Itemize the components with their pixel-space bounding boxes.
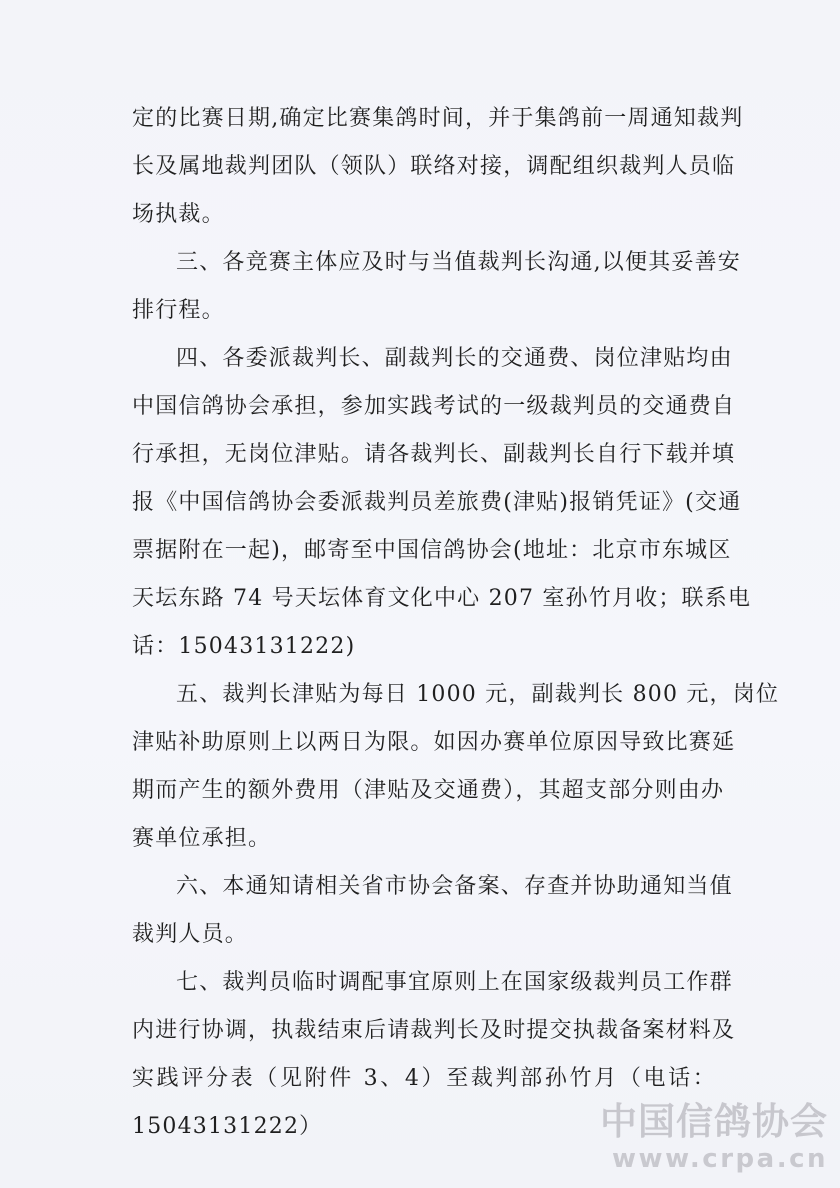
text-line: 行承担，无岗位津贴。请各裁判长、副裁判长自行下载并填	[132, 442, 736, 467]
text-line: 排行程。	[132, 298, 225, 323]
text-line: 15043131222）	[132, 1114, 323, 1139]
text-line: 票据附在一起)，邮寄至中国信鸽协会(地址：北京市东城区	[132, 538, 732, 563]
text-line: 赛单位承担。	[132, 826, 272, 851]
text-line: 七、裁判员临时调配事宜原则上在国家级裁判员工作群	[176, 970, 733, 995]
text-line: 津贴补助原则上以两日为限。如因办赛单位原因导致比赛延	[132, 730, 736, 755]
text-line: 报《中国信鸽协会委派裁判员差旅费(津贴)报销凭证》(交通	[132, 490, 742, 515]
text-line: 五、裁判长津贴为每日 1000 元，副裁判长 800 元，岗位	[176, 682, 780, 707]
text-line: 中国信鸽协会承担，参加实践考试的一级裁判员的交通费自	[132, 394, 736, 419]
text-line: 裁判人员。	[132, 922, 249, 947]
text-line: 内进行协调，执裁结束后请裁判长及时提交执裁备案材料及	[132, 1018, 736, 1043]
text-line: 四、各委派裁判长、副裁判长的交通费、岗位津贴均由	[176, 346, 733, 371]
watermark-name: 中国信鸽协会	[600, 1100, 828, 1143]
text-line: 定的比赛日期,确定比赛集鸽时间，并于集鸽前一周通知裁判	[132, 106, 744, 131]
site-watermark	[592, 1100, 832, 1178]
text-line: 实践评分表（见附件 3、4）至裁判部孙竹月（电话：	[132, 1066, 716, 1091]
text-line: 天坛东路 74 号天坛体育文化中心 207 室孙竹月收；联系电	[132, 586, 752, 611]
watermark-url: www.crpa.cn	[612, 1144, 828, 1174]
text-line: 三、各竞赛主体应及时与当值裁判长沟通,以便其妥善安	[176, 250, 741, 275]
text-line: 话：15043131222)	[132, 634, 356, 659]
text-line: 长及属地裁判团队（领队）联络对接，调配组织裁判人员临	[132, 154, 736, 179]
text-line: 场执裁。	[132, 202, 225, 227]
text-line: 六、本通知请相关省市协会备案、存查并协助通知当值	[176, 874, 733, 899]
text-line: 期而产生的额外费用（津贴及交通费），其超支部分则由办	[132, 778, 725, 803]
